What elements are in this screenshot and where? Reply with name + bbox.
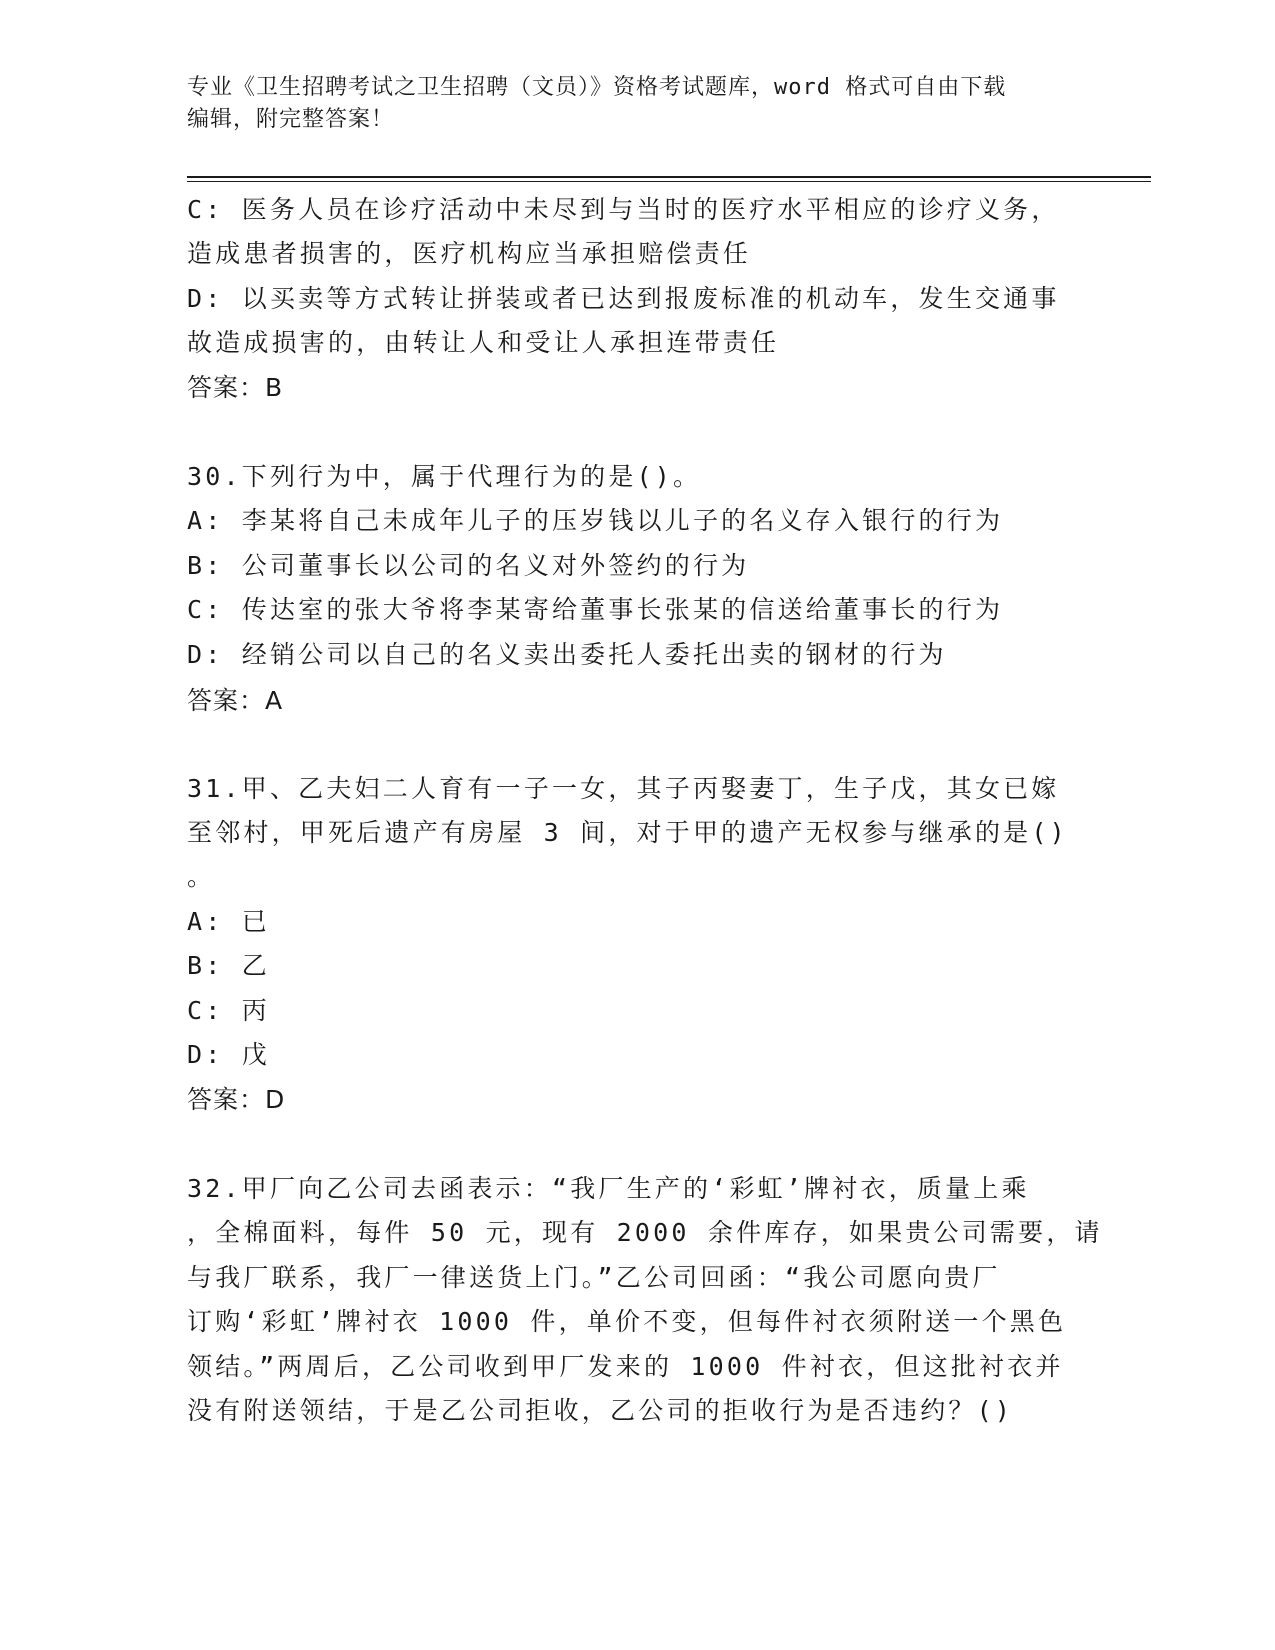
q29-option-c-line-2: 造成患者损害的，医疗机构应当承担赔偿责任: [187, 239, 752, 268]
q30-option-a: A: 李某将自己未成年儿子的压岁钱以儿子的名义存入银行的行为: [187, 506, 1004, 535]
q30-question: 30.下列行为中，属于代理行为的是()。: [187, 462, 702, 491]
q32-line-2: ，全棉面料，每件 50 元，现有 2000 余件库存，如果贵公司需要，请: [187, 1218, 1103, 1247]
q30-option-c: C: 传达室的张大爷将李某寄给董事长张某的信送给董事长的行为: [187, 595, 1004, 624]
q29-answer: 答案：B: [187, 373, 284, 402]
header-divider-thick: [187, 176, 1151, 178]
q30-answer: 答案：A: [187, 686, 284, 715]
document-header: [187, 72, 1087, 136]
header-line-1: 专业《卫生招聘考试之卫生招聘（文员）》资格考试题库，word 格式可自由下载: [187, 75, 1007, 100]
q32-line-6: 没有附送领结，于是乙公司拒收，乙公司的拒收行为是否违约？(): [187, 1396, 1014, 1425]
q31-option-b: B: 乙: [187, 951, 270, 980]
header-line-2: 编辑，附完整答案！: [187, 107, 395, 132]
q30-option-b: B: 公司董事长以公司的名义对外签约的行为: [187, 551, 750, 580]
header-divider-thin: [187, 181, 1151, 182]
q31-question-line-3: 。: [187, 862, 216, 891]
q31-option-c: C: 丙: [187, 996, 270, 1025]
q32-line-5: 领结。”两周后，乙公司收到甲厂发来的 1000 件衬衣，但这批衬衣并: [187, 1352, 1064, 1381]
q29-option-d-line-2: 故造成损害的，由转让人和受让人承担连带责任: [187, 328, 780, 357]
q31-question-line-2: 至邻村，甲死后遗产有房屋 3 间，对于甲的遗产无权参与继承的是(): [187, 818, 1068, 847]
q32-line-3: 与我厂联系，我厂一律送货上门。”乙公司回函：“我公司愿向贵厂: [187, 1263, 1001, 1292]
q32-line-1: 32.甲厂向乙公司去函表示：“我厂生产的‘彩虹’牌衬衣，质量上乘: [187, 1174, 1030, 1203]
q31-option-d: D: 戊: [187, 1040, 270, 1069]
q31-answer: 答案：D: [187, 1085, 286, 1114]
q29-option-d-line-1: D: 以买卖等方式转让拼装或者已达到报废标准的机动车，发生交通事: [187, 284, 1060, 313]
q29-option-c-line-1: C: 医务人员在诊疗活动中未尽到与当时的医疗水平相应的诊疗义务，: [187, 195, 1060, 224]
q31-option-a: A: 已: [187, 907, 270, 936]
q31-question-line-1: 31.甲、乙夫妇二人育有一子一女，其子丙娶妻丁，生子戊，其女已嫁: [187, 774, 1060, 803]
q32-line-4: 订购‘彩虹’牌衬衣 1000 件，单价不变，但每件衬衣须附送一个黑色: [187, 1307, 1067, 1336]
q30-option-d: D: 经销公司以自己的名义卖出委托人委托出卖的钢材的行为: [187, 640, 947, 669]
